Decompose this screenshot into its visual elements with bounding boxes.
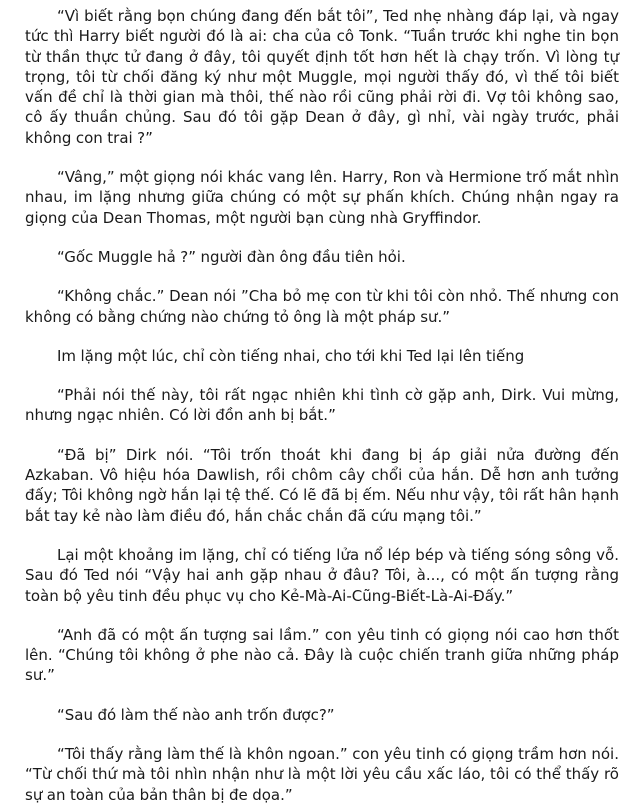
paragraph-8: Lại một khoảng im lặng, chỉ có tiếng lửa nổ lép bép và tiếng sóng sông vỗ. Sau đó Ted nói “Vậy hai anh gặp nhau ở đâu? Tôi, à..., có một ấn tượng rằng toàn bộ yêu tinh đều phục vụ cho Kẻ-Mà-Ai-Cũng-Biết-Là-Ai-Đấy.” <box>25 545 619 605</box>
paragraph-5: Im lặng một lúc, chỉ còn tiếng nhai, cho tới khi Ted lại lên tiếng <box>57 346 525 365</box>
paragraph-4: “Không chắc.” Dean nói ”Cha bỏ mẹ con từ khi tôi còn nhỏ. Thế nhưng con không có bằng chứng nào chứng tỏ ông là một pháp sư.” <box>25 287 619 326</box>
paragraph-9: “Anh đã có một ấn tượng sai lầm.” con yêu tinh có giọng nói cao hơn thốt lên. “Chúng tôi không ở phe nào cả. Đây là cuộc chiến tranh giữa những pháp sư.” <box>25 625 619 685</box>
paragraph-10: “Sau đó làm thế nào anh trốn được?” <box>57 705 335 724</box>
paragraph-6: “Phải nói thế này, tôi rất ngạc nhiên khi tình cờ gặp anh, Dirk. Vui mừng, nhưng ngạc nhiên. Có lời đồn anh bị bắt.” <box>25 386 619 425</box>
paragraph-1: “Vì biết rằng bọn chúng đang đến bắt tôi”, Ted nhẹ nhàng đáp lại, và ngay tức thì Harry biết người đó là ai: cha của cô Tonk. “Tuần trước khi nghe tin bọn từ thần thực tử đang ở đây, tôi quyết định tốt hơn hết là chạy trốn. Vì lòng tự trọng, tôi từ chối đăng ký như một Muggle, mọi người thấy đó, vì thế tôi biết vấn đề chỉ là thời gian mà thôi, thế nào rồi cũng phải rời đi. Vợ tôi không sao, cô ấy thuần chủng. Sau đó tôi gặp Dean ở đây, gì nhỉ, vài ngày trước, phải không con trai ?” <box>25 7 619 147</box>
paragraph-11: “Tôi thấy rằng làm thế là khôn ngoan.” con yêu tinh có giọng trầm hơn nói. “Từ chối thứ mà tôi nhìn nhận như là một lời yêu cầu xấc láo, tôi có thể thấy rõ sự an toàn của bản thân bị đe dọa.” <box>25 745 619 804</box>
paragraph-3: “Gốc Muggle hả ?” người đàn ông đầu tiên hỏi. <box>57 247 406 266</box>
paragraph-7: “Đã bị” Dirk nói. “Tôi trốn thoát khi đang bị áp giải nửa đường đến Azkaban. Vô hiệu hóa Dawlish, rồi chôm cây chổi của hắn. Dễ hơn anh tưởng đấy; Tôi không ngờ hắn lại tệ thế. Có lẽ đã bị ếm. Nếu như vậy, tôi rất hân hạnh bắt tay kẻ nào làm điều đó, hắn chắc chắn đã cứu mạng tôi.” <box>25 445 619 525</box>
paragraph-2: “Vâng,” một giọng nói khác vang lên. Harry, Ron và Hermione trố mắt nhìn nhau, im lặng nhưng giữa chúng có một sự phấn khích. Chúng nhận ngay ra giọng của Dean Thomas, một người bạn cùng nhà Gryffindor. <box>25 168 619 227</box>
